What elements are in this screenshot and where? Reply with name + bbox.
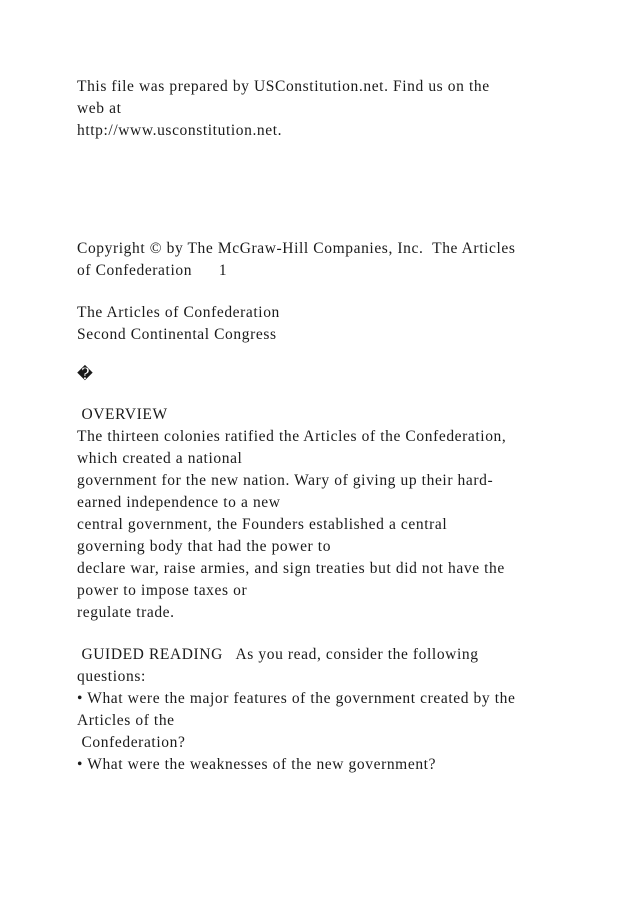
overview-line: earned independence to a new [77,494,281,511]
overview-line: declare war, raise armies, and sign treaties but did not have the [77,560,505,577]
guided-reading-heading: GUIDED READING As you read, consider the following [77,646,479,663]
replacement-character: � [77,366,94,383]
guided-reading-question: Confederation? [77,734,186,751]
header-line: web at [77,100,122,117]
document-subtitle: Second Continental Congress [77,326,277,343]
guided-reading-question: • What were the major features of the government created by the [77,690,516,707]
overview-line: governing body that had the power to [77,538,332,555]
overview-line: government for the new nation. Wary of giving up their hard- [77,472,494,489]
copyright-line: Copyright © by The McGraw-Hill Companies, Inc. The Articles [77,240,516,257]
header-link[interactable]: http://www.usconstitution.net. [77,122,283,139]
header-line: This file was prepared by USConstitution.net. Find us on the [77,78,490,95]
guided-reading-question: Articles of the [77,712,175,729]
guided-reading-question: • What were the weaknesses of the new government? [77,756,437,773]
overview-line: The thirteen colonies ratified the Articles of the Confederation, [77,428,507,445]
document-title: The Articles of Confederation [77,304,280,321]
copyright-line: of Confederation 1 [77,262,228,279]
overview-line: central government, the Founders established a central [77,516,448,533]
overview-line: power to impose taxes or [77,582,248,599]
guided-reading-heading: questions: [77,668,146,685]
overview-heading: OVERVIEW [77,406,168,423]
overview-line: regulate trade. [77,604,175,621]
overview-line: which created a national [77,450,243,467]
